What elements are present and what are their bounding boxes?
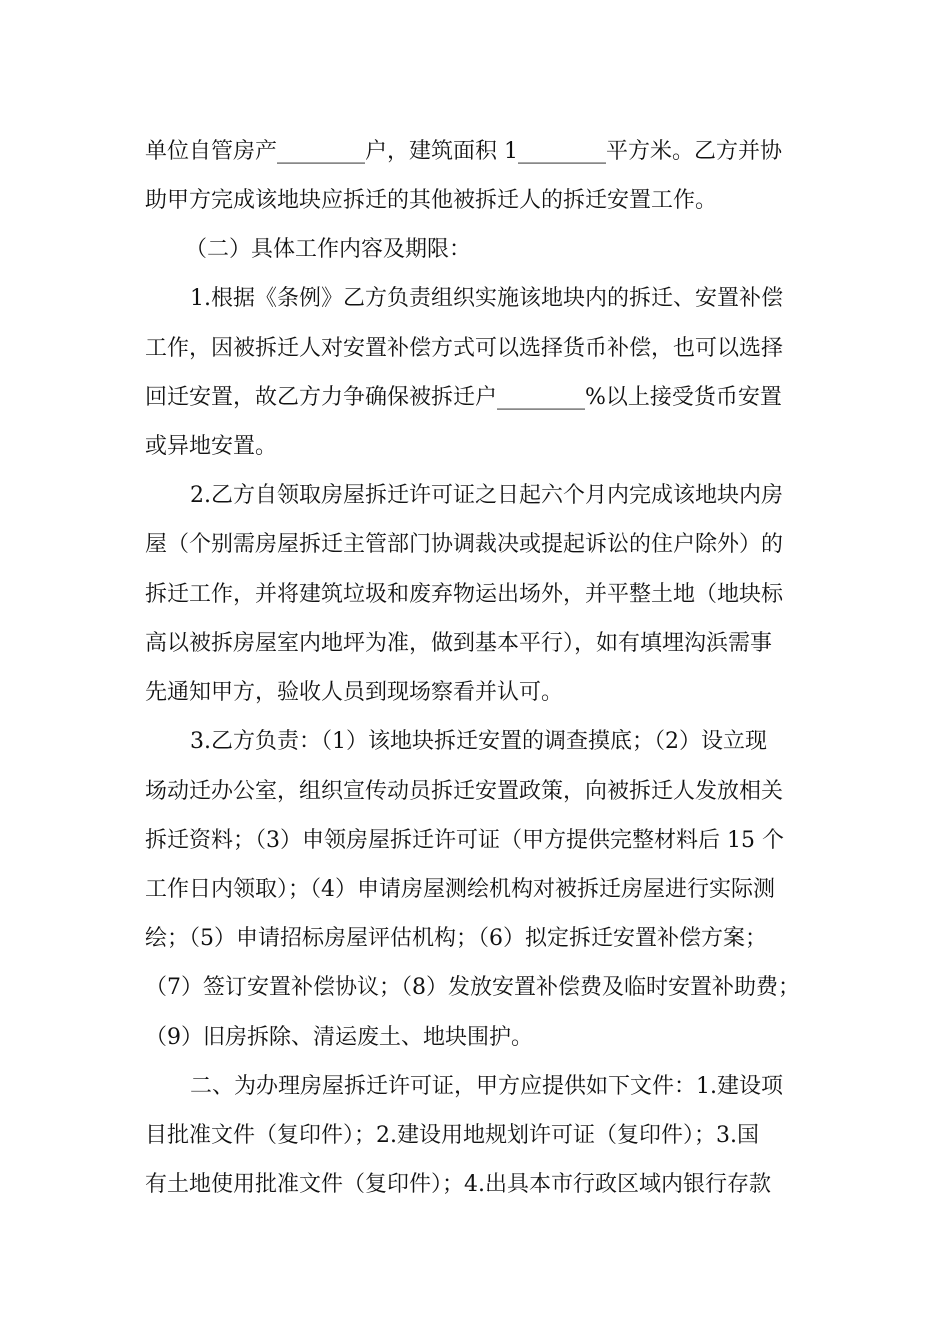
text-line — [0, 717, 950, 766]
line-text: 1.根据《条例》乙方负责组织实施该地块内的拆迁、安置补偿 — [190, 286, 783, 311]
line-text: 高以被拆房屋室内地坪为准，做到基本平行），如有填埋沟浜需事 — [145, 631, 773, 656]
text-line — [0, 914, 950, 963]
line-text: 拆迁工作，并将建筑垃圾和废弃物运出场外，并平整土地（地块标 — [145, 582, 784, 607]
line-text: 助甲方完成该地块应拆迁的其他被拆迁人的拆迁安置工作。 — [145, 188, 718, 213]
line-text: 拆迁资料；（3）申领房屋拆迁许可证（甲方提供完整材料后 15 个 — [145, 828, 784, 853]
text-line — [0, 176, 950, 225]
text-line — [0, 816, 950, 865]
line-text: （9）旧房拆除、清运废土、地块围护。 — [145, 1025, 533, 1050]
text-line — [0, 1160, 950, 1209]
text-line — [0, 127, 950, 176]
line-text: 绘；（5）申请招标房屋评估机构；（6）拟定拆迁安置补偿方案； — [145, 926, 767, 951]
line-text: （二）具体工作内容及期限： — [185, 237, 472, 262]
text-line — [0, 520, 950, 569]
line-text: 工作，因被拆迁人对安置补偿方式可以选择货币补偿，也可以选择 — [145, 336, 784, 361]
line-text: 场动迁办公室，组织宣传动员拆迁安置政策，向被拆迁人发放相关 — [145, 779, 784, 804]
text-line — [0, 570, 950, 619]
line-text: 有土地使用批准文件（复印件）；4.出具本市行政区域内银行存款 — [145, 1172, 771, 1197]
text-line — [0, 225, 950, 274]
text-line — [0, 274, 950, 323]
text-line — [0, 471, 950, 520]
text-line — [0, 619, 950, 668]
text-line — [0, 1013, 950, 1062]
text-line — [0, 767, 950, 816]
text-line — [0, 865, 950, 914]
line-text: 二、为办理房屋拆迁许可证，甲方应提供如下文件：1.建设项 — [190, 1074, 783, 1099]
text-line — [0, 963, 950, 1012]
line-text: 单位自管房产________户，建筑面积 1________平方米。乙方并协 — [145, 139, 782, 164]
text-line — [0, 1111, 950, 1160]
line-text: 3.乙方负责：（1）该地块拆迁安置的调查摸底；（2）设立现 — [190, 729, 767, 754]
line-text: 2.乙方自领取房屋拆迁许可证之日起六个月内完成该地块内房 — [190, 483, 783, 508]
line-text: 目批准文件（复印件）；2.建设用地规划许可证（复印件）；3.国 — [145, 1123, 759, 1148]
line-text: 或异地安置。 — [145, 434, 278, 459]
text-line — [0, 668, 950, 717]
line-text: 先通知甲方，验收人员到现场察看并认可。 — [145, 680, 564, 705]
line-text: 回迁安置，故乙方力争确保被拆迁户________%以上接受货币安置 — [145, 385, 782, 410]
line-text: （7）签订安置补偿协议；（8）发放安置补偿费及临时安置补助费； — [145, 975, 800, 1000]
line-text: 工作日内领取）；（4）申请房屋测绘机构对被拆迁房屋进行实际测 — [145, 877, 775, 902]
text-line — [0, 373, 950, 422]
text-line — [0, 324, 950, 373]
line-text: 屋（个别需房屋拆迁主管部门协调裁决或提起诉讼的住户除外）的 — [145, 532, 784, 557]
text-line — [0, 422, 950, 471]
text-line — [0, 1062, 950, 1111]
